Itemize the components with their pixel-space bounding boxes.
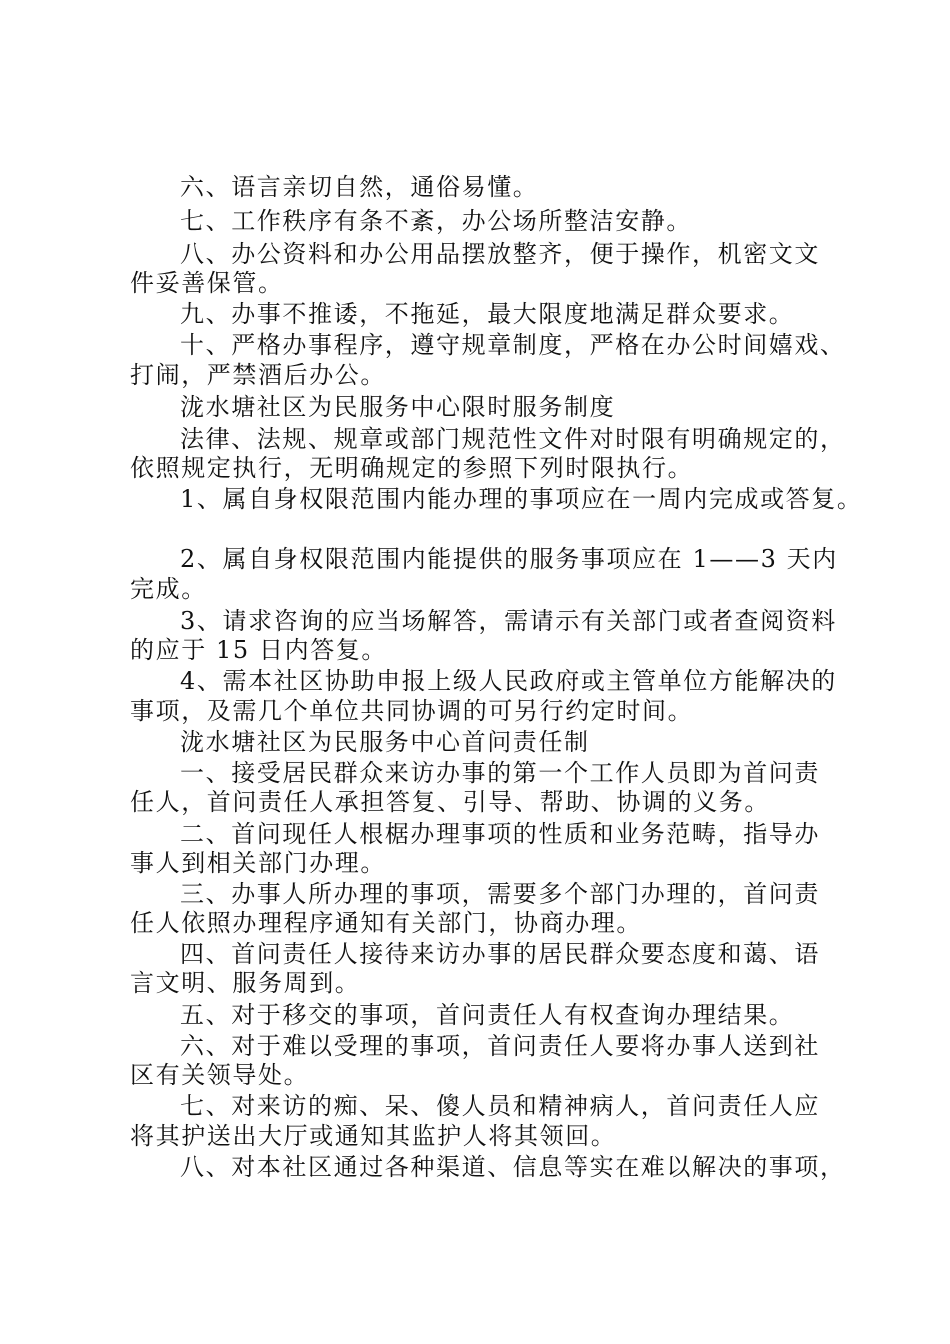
body-text-line: 依照规定执行，无明确规定的参照下列时限执行。 — [130, 454, 694, 482]
body-text-line: 七、工作秩序有条不紊，办公场所整洁安静。 — [180, 207, 692, 235]
section-heading: 泷水塘社区为民服务中心限时服务制度 — [180, 393, 616, 421]
body-text-line: 完成。 — [130, 575, 207, 603]
body-text-line: 三、办事人所办理的事项，需要多个部门办理的，首问责 — [180, 880, 820, 908]
body-text-line: 任人，首问责任人承担答复、引导、帮助、协调的义务。 — [130, 788, 770, 816]
body-text-line: 3、请求咨询的应当场解答，需请示有关部门或者查阅资料 — [180, 607, 837, 635]
body-text-line: 件妥善保管。 — [130, 269, 284, 297]
body-text-line: 事项，及需几个单位共同协调的可另行约定时间。 — [130, 697, 694, 725]
body-text-line: 八、办公资料和办公用品摆放整齐，便于操作，机密文文 — [180, 240, 820, 268]
body-text-line: 一、接受居民群众来访办事的第一个工作人员即为首问责 — [180, 759, 820, 787]
body-text-line: 1、属自身权限范围内能办理的事项应在一周内完成或答复。 — [180, 485, 863, 513]
body-text-line: 八、对本社区通过各种渠道、信息等实在难以解决的事项， — [180, 1153, 846, 1181]
body-text-line: 4、需本社区协助申报上级人民政府或主管单位方能解决的 — [180, 667, 837, 695]
body-text-line: 四、首问责任人接待来访办事的居民群众要态度和蔼、语 — [180, 940, 820, 968]
body-text-line: 言文明、服务周到。 — [130, 969, 361, 997]
body-text-line: 将其护送出大厅或通知其监护人将其领回。 — [130, 1122, 617, 1150]
section-heading: 泷水塘社区为民服务中心首问责任制 — [180, 728, 590, 756]
body-text-line: 七、对来访的痴、呆、傻人员和精神病人，首问责任人应 — [180, 1092, 820, 1120]
body-text-line: 六、语言亲切自然，通俗易懂。 — [180, 173, 539, 201]
body-text-line: 的应于 15 日内答复。 — [130, 636, 387, 664]
body-text-line: 2、属自身权限范围内能提供的服务事项应在 1——3 天内 — [180, 545, 838, 573]
body-text-line: 打闹，严禁酒后办公。 — [130, 361, 386, 389]
body-text-line: 任人依照办理程序通知有关部门，协商办理。 — [130, 909, 642, 937]
body-text-line: 法律、法规、规章或部门规范性文件对时限有明确规定的， — [180, 425, 846, 453]
body-text-line: 十、严格办事程序，遵守规章制度，严格在办公时间嬉戏、 — [180, 331, 846, 359]
body-text-line: 六、对于难以受理的事项，首问责任人要将办事人送到社 — [180, 1032, 820, 1060]
body-text-line: 事人到相关部门办理。 — [130, 849, 386, 877]
body-text-line: 二、首问现任人根椐办理事项的性质和业务范畴，指导办 — [180, 820, 820, 848]
body-text-line: 五、对于移交的事项，首问责任人有权查询办理结果。 — [180, 1001, 795, 1029]
body-text-line: 区有关领导处。 — [130, 1061, 310, 1089]
body-text-line: 九、办事不推诿，不拖延，最大限度地满足群众要求。 — [180, 300, 795, 328]
